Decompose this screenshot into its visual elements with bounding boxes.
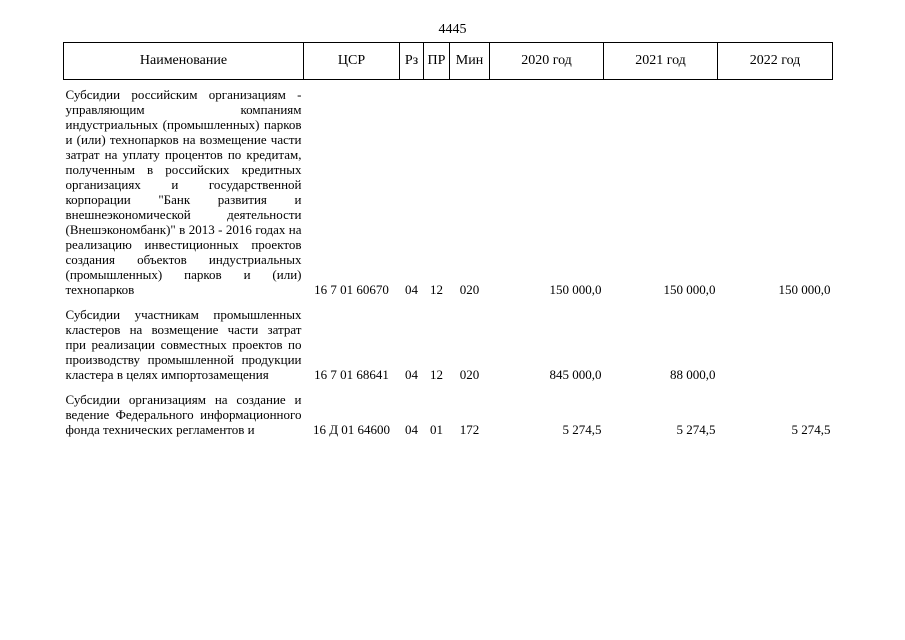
row-amount-2020: 845 000,0 xyxy=(549,367,602,382)
row-amount-2021: 150 000,0 xyxy=(663,282,716,297)
row-amount-2020: 150 000,0 xyxy=(549,282,602,297)
row-rz: 04 xyxy=(405,367,418,382)
header-2020: 2020 год xyxy=(490,43,604,80)
page-number: 4445 xyxy=(438,22,467,37)
row-amount-2021: 88 000,0 xyxy=(670,367,716,382)
row-amount-2021: 5 274,5 xyxy=(676,422,716,437)
row-amount-2022: 5 274,5 xyxy=(791,422,831,437)
row-csr: 16 7 01 68641 xyxy=(314,367,389,382)
row-min: 020 xyxy=(459,367,480,382)
header-2021: 2021 год xyxy=(604,43,718,80)
header-pr: ПР xyxy=(424,43,450,80)
header-min: Мин xyxy=(450,43,490,80)
row-pr: 01 xyxy=(430,422,443,437)
row-pr: 12 xyxy=(430,282,443,297)
header-2022: 2022 год xyxy=(718,43,833,80)
row-name: Субсидии участникам промышленных кластеров на возмещение части затрат при реализации совместных проектов по производству промышленной продукции кластера в целях импортозамещения xyxy=(65,307,302,382)
table-row xyxy=(64,392,833,437)
row-name: Субсидии организациям на создание и ведение Федерального информационного фонда технических регламентов и xyxy=(65,392,302,437)
row-csr: 16 Д 01 64600 xyxy=(312,422,391,437)
table-row xyxy=(64,307,833,382)
row-min: 020 xyxy=(459,282,480,297)
row-amount-2020: 5 274,5 xyxy=(562,422,602,437)
row-amount-2022 xyxy=(718,307,833,382)
budget-table xyxy=(63,42,833,437)
row-rz: 04 xyxy=(405,282,418,297)
row-csr: 16 7 01 60670 xyxy=(314,282,389,297)
row-pr: 12 xyxy=(430,367,443,382)
row-name: Субсидии российским организациям - управляющим компаниям индустриальных (промышленных) парков и (или) технопарков на возмещение части затрат на уплату процентов по кредитам, полученным в российских кредитных организациях и государственной корпорации "Банк развития и внешнеэкономической деятельности (Внешэкономбанк)" в 2013 - 2016 годах на реализацию инвестиционных проектов создания объектов индустриальных (промышленных) парков и (или) технопарков xyxy=(65,87,302,297)
row-rz: 04 xyxy=(405,422,418,437)
row-min: 172 xyxy=(459,422,480,437)
row-amount-2022: 150 000,0 xyxy=(778,282,831,297)
table-row xyxy=(64,80,833,298)
header-name: Наименование xyxy=(64,43,304,80)
header-rz: Рз xyxy=(400,43,424,80)
table-header-row xyxy=(64,43,833,80)
header-csr: ЦСР xyxy=(304,43,400,80)
